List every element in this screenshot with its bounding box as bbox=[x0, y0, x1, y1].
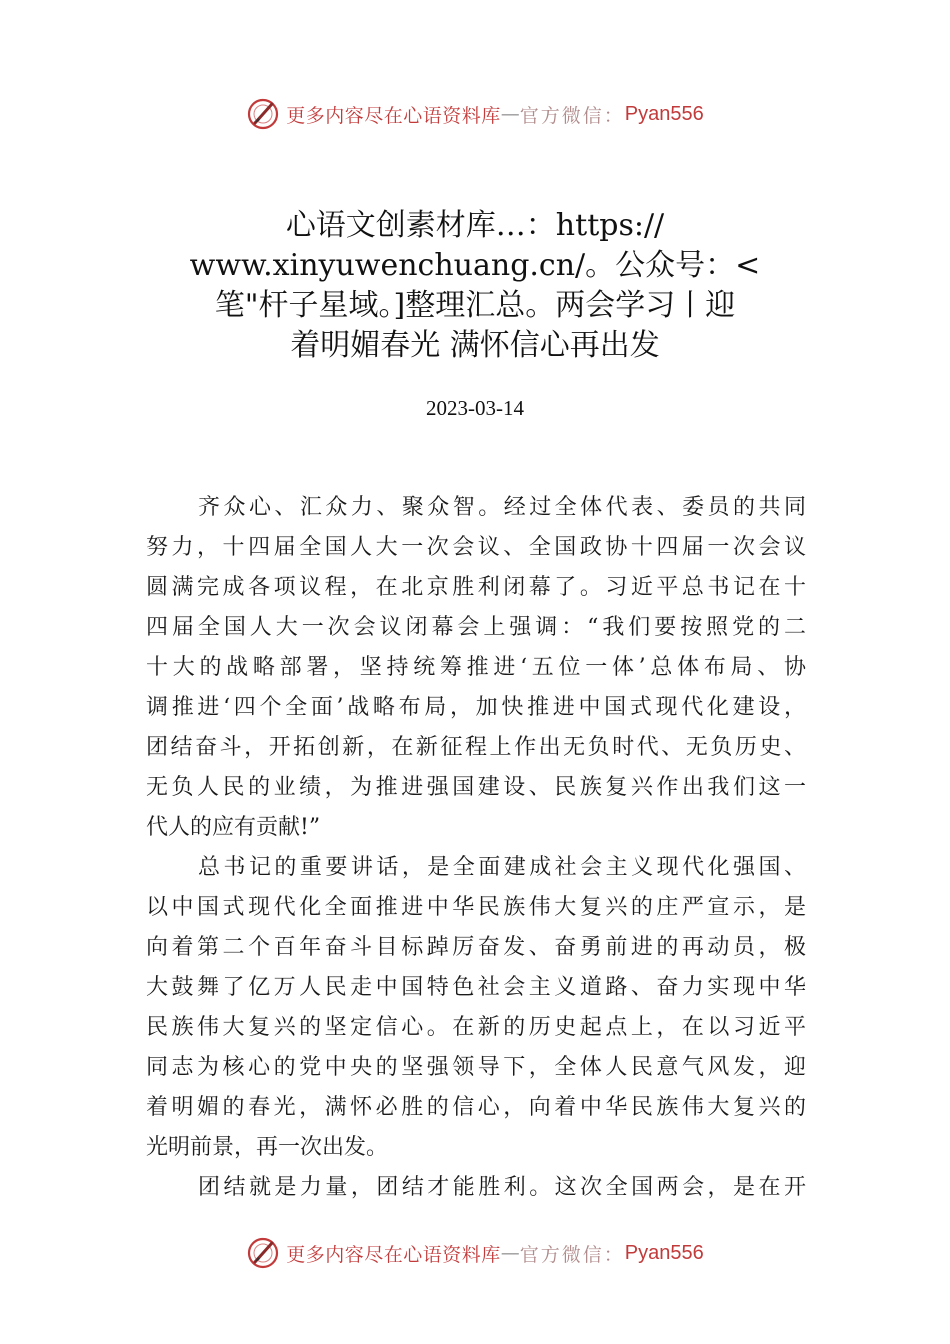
body-line: 调推进‘四个全面’战略布局，加快推进中国式现代化建设， bbox=[146, 695, 806, 720]
body-line: 团结奋斗，开拓创新，在新征程上作出无负时代、无负历史、 bbox=[146, 735, 806, 760]
body-line: 着明媚的春光，满怀必胜的信心，向着中华民族伟大复兴的 bbox=[146, 1095, 806, 1120]
body-line: 大鼓舞了亿万人民走中国特色社会主义道路、奋力实现中华 bbox=[146, 975, 806, 1000]
body-line: 以中国式现代化全面推进中华民族伟大复兴的庄严宣示，是 bbox=[146, 895, 806, 920]
footer-banner bbox=[0, 1233, 950, 1273]
wechat-id: Pyan556 bbox=[624, 102, 704, 125]
header-banner bbox=[0, 94, 950, 134]
banner-text: 更多内容尽在心语资料库 bbox=[286, 104, 501, 127]
body-line: 齐众心、汇众力、聚众智。经过全体代表、委员的共同 bbox=[198, 495, 806, 520]
title-line: 心语文创素材库…：https:// bbox=[285, 208, 665, 243]
banner-text: 更多内容尽在心语资料库 bbox=[286, 1243, 501, 1266]
body-line: 光明前景，再一次出发。 bbox=[146, 1135, 389, 1160]
title-line: 着明媚春光 满怀信心再出发 bbox=[290, 328, 660, 363]
article-title bbox=[140, 206, 810, 366]
body-line: 总书记的重要讲话，是全面建成社会主义现代化强国、 bbox=[198, 855, 806, 880]
wechat-id: Pyan556 bbox=[624, 1241, 704, 1264]
body-line: 同志为核心的党中央的坚强领导下，全体人民意气风发，迎 bbox=[146, 1055, 806, 1080]
body-line: 无负人民的业绩，为推进强国建设、民族复兴作出我们这一 bbox=[146, 775, 806, 800]
body-line: 向着第二个百年奋斗目标踔厉奋发、奋勇前进的再动员，极 bbox=[146, 935, 806, 960]
banner-separator: — bbox=[500, 103, 520, 125]
body-line: 圆满完成各项议程，在北京胜利闭幕了。习近平总书记在十 bbox=[146, 575, 806, 600]
body-line: 团结就是力量，团结才能胜利。这次全国两会，是在开 bbox=[198, 1175, 806, 1200]
banner-separator: — bbox=[500, 1242, 520, 1264]
title-line: www.xinyuwenchuang.cn/。公众号：< bbox=[189, 248, 761, 283]
wechat-label: 官方微信： bbox=[519, 104, 625, 127]
brush-pen-seal-icon bbox=[246, 97, 280, 131]
article-body bbox=[146, 488, 806, 1208]
body-line: 努力，十四届全国人大一次会议、全国政协十四届一次会议 bbox=[146, 535, 806, 560]
body-line: 十大的战略部署，坚持统筹推进‘五位一体’总体布局、协 bbox=[146, 655, 806, 680]
title-line: 笔"杆子星域。]整理汇总。两会学习丨迎 bbox=[214, 288, 736, 323]
body-line: 民族伟大复兴的坚定信心。在新的历史起点上，在以习近平 bbox=[146, 1015, 806, 1040]
wechat-label: 官方微信： bbox=[519, 1243, 625, 1266]
body-line: 四届全国人大一次会议闭幕会上强调：“我们要按照党的二 bbox=[146, 615, 806, 640]
article-date: 2023-03-14 bbox=[426, 396, 524, 420]
brush-pen-seal-icon bbox=[246, 1236, 280, 1270]
body-line: 代人的应有贡献!” bbox=[146, 815, 321, 840]
